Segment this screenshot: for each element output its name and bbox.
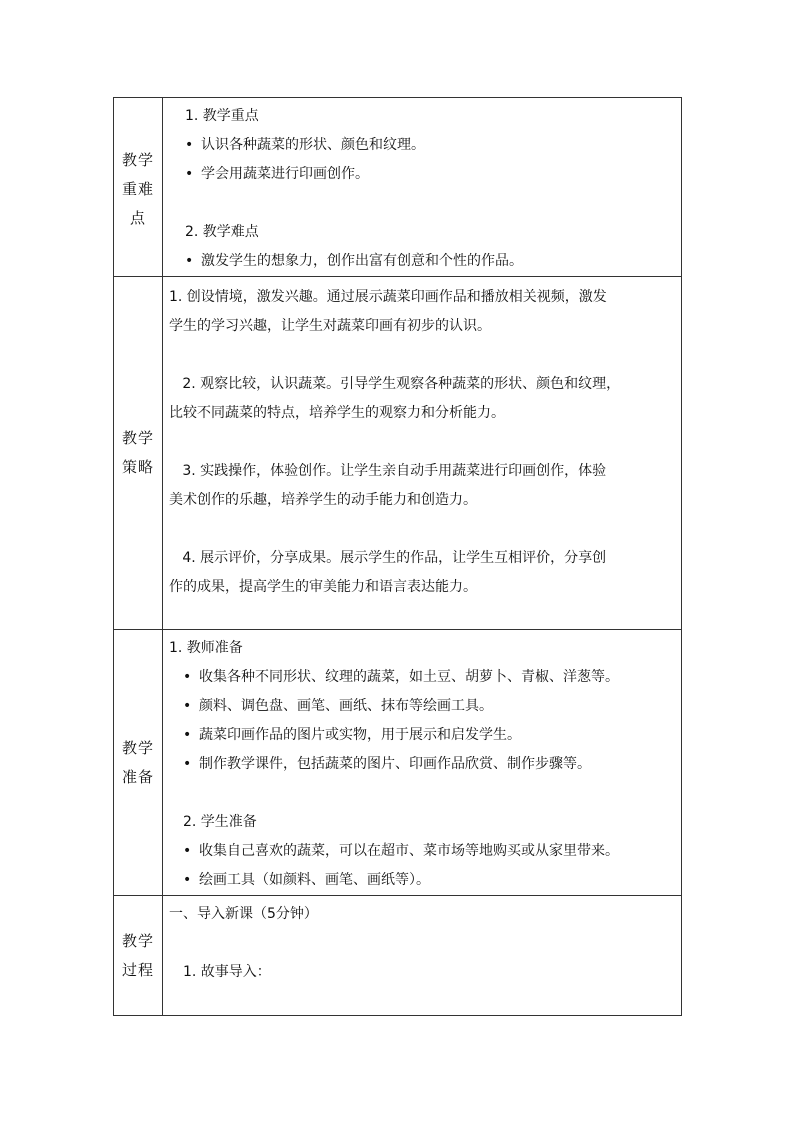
section-heading: 2. 教学难点 [185, 224, 259, 240]
bullet-item [169, 692, 677, 721]
process-line: 1. 故事导入： [183, 964, 271, 980]
paragraph-line: 学生的学习兴趣，让学生对蔬菜印画有初步的认识。 [169, 318, 491, 334]
row-label-line: 教学 [121, 429, 154, 447]
bullet-item [169, 663, 677, 692]
section-heading: 2. 学生准备 [183, 814, 257, 830]
spacer [169, 515, 677, 544]
bullet-text: 学会用蔬菜进行印画创作。 [201, 166, 369, 182]
paragraph-line: 4. 展示评价，分享成果。展示学生的作品，让学生互相评价，分享创 [169, 550, 607, 566]
paragraph-line: 2. 观察比较，认识蔬菜。引导学生观察各种蔬菜的形状、颜色和纹理， [169, 376, 621, 392]
bullet-icon: • [183, 872, 192, 888]
bullet-icon: • [185, 253, 194, 269]
paragraph-line: 1. 创设情境，激发兴趣。通过展示蔬菜印画作品和播放相关视频，激发 [169, 289, 607, 305]
bullet-item [171, 160, 677, 189]
bullet-icon: • [183, 843, 192, 859]
row-content-cell [163, 896, 682, 1016]
row-process [114, 896, 682, 1016]
strategy-paragraph [169, 370, 677, 428]
paragraph-line: 3. 实践操作，体验创作。让学生亲自动手用蔬菜进行印画创作，体验 [169, 463, 607, 479]
bullet-item [171, 247, 677, 276]
paragraph-line: 比较不同蔬菜的特点，培养学生的观察力和分析能力。 [169, 405, 505, 421]
bullet-text: 颜料、调色盘、画笔、画纸、抹布等绘画工具。 [199, 698, 493, 714]
section-heading: 1. 教学重点 [185, 108, 259, 124]
bullet-item [169, 837, 677, 866]
bullet-text: 激发学生的想象力，创作出富有创意和个性的作品。 [201, 253, 523, 269]
paragraph-line: 作的成果，提高学生的审美能力和语言表达能力。 [169, 579, 477, 595]
bullet-icon: • [183, 727, 192, 743]
strategy-paragraph [169, 283, 677, 341]
bullet-item [169, 750, 677, 779]
strategy-paragraph [169, 544, 677, 602]
row-label-line: 教学 [121, 150, 154, 169]
process-line: 一、导入新课（5分钟） [169, 906, 318, 922]
bullet-item [171, 131, 677, 160]
row-label-line: 教学 [121, 931, 154, 950]
bullet-icon: • [185, 137, 194, 153]
bullet-text: 收集自己喜欢的蔬菜，可以在超市、菜市场等地购买或从家里带来。 [199, 843, 619, 859]
row-content-cell [163, 277, 682, 630]
bullet-text: 收集各种不同形状、纹理的蔬菜，如土豆、胡萝卜、青椒、洋葱等。 [199, 669, 619, 685]
spacer [169, 779, 677, 808]
row-strategy [114, 277, 682, 630]
row-label-cell [114, 98, 163, 277]
spacer [169, 341, 677, 370]
row-content-cell [163, 98, 682, 277]
row-label-line: 点 [129, 208, 146, 227]
row-label-cell [114, 896, 163, 1016]
row-label-line: 教学 [121, 738, 154, 757]
section-heading: 1. 教师准备 [169, 640, 243, 656]
bullet-icon: • [185, 166, 194, 182]
bullet-item [169, 866, 677, 895]
bullet-icon: • [183, 669, 192, 685]
paragraph-line: 美术创作的乐趣，培养学生的动手能力和创造力。 [169, 492, 477, 508]
bullet-icon: • [183, 756, 192, 772]
spacer [169, 428, 677, 457]
spacer [171, 189, 677, 218]
row-preparation [114, 630, 682, 896]
row-label-line: 过程 [121, 960, 154, 979]
row-label-line: 策略 [121, 458, 154, 476]
lesson-plan-table [113, 97, 682, 1016]
row-label-line: 重难 [121, 179, 154, 198]
row-label-cell [114, 277, 163, 630]
row-label-line: 准备 [121, 767, 154, 786]
row-label-cell [114, 630, 163, 896]
bullet-text: 蔬菜印画作品的图片或实物，用于展示和启发学生。 [199, 727, 521, 743]
spacer [169, 929, 677, 958]
bullet-icon: • [183, 698, 192, 714]
bullet-text: 制作教学课件，包括蔬菜的图片、印画作品欣赏、制作步骤等。 [199, 756, 591, 772]
strategy-paragraph [169, 457, 677, 515]
bullet-text: 绘画工具（如颜料、画笔、画纸等）。 [199, 872, 430, 888]
bullet-item [169, 721, 677, 750]
bullet-text: 认识各种蔬菜的形状、颜色和纹理。 [201, 137, 425, 153]
row-content-cell [163, 630, 682, 896]
row-key-difficult-points [114, 98, 682, 277]
